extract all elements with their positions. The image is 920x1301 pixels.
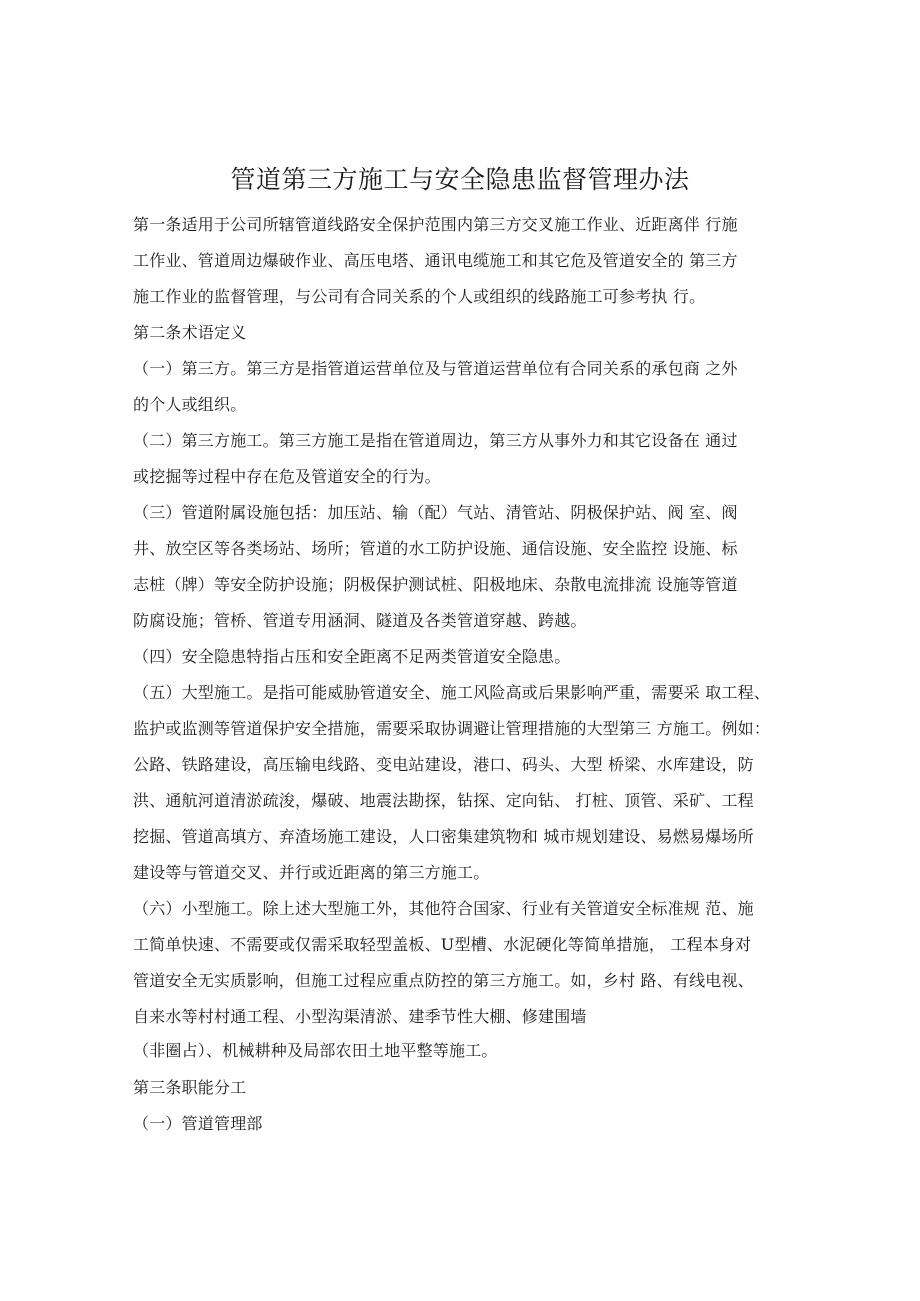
document-title: 管道第三方施工与安全隐患监督管理办法 [230,165,690,194]
definition-3-line-2: 井、放空区等各类场站、场所；管道的水工防护设施、通信设施、安全监控 设施、标 [133,539,738,558]
definition-5-line-5: 挖掘、管道高填方、弃渣场施工建设，人口密集建筑物和 城市规划建设、易燃易爆场所 [133,827,754,846]
definition-6-line-1: （六）小型施工。除上述大型施工外，其他符合国家、行业有关管道安全标准规 范、施 [133,899,754,918]
definition-2-line-1: （二）第三方施工。第三方施工是指在管道周边，第三方从事外力和其它设备在 通过 [133,431,738,450]
definition-4-line-1: （四）安全隐患特指占压和安全距离不足两类管道安全隐患。 [133,647,571,666]
definition-5-line-1: （五）大型施工。是指可能威胁管道安全、施工风险高或后果影响严重，需要采 取工程、 [133,683,771,702]
definition-5-line-2: 监护或监测等管道保护安全措施，需要采取协调避让管理措施的大型第三 方施工。例如： [133,719,771,738]
definition-3-line-3: 志桩（牌）等安全防护设施；阴极保护测试桩、阳极地床、杂散电流排流 设施等管道 [133,575,738,594]
article-3-heading: 第三条职能分工 [133,1078,247,1097]
definition-5-line-4: 洪、通航河道清淤疏浚，爆破、地震法勘探，钻探、定向钻、 打桩、顶管、采矿、工程 [133,791,754,810]
article-1-line-2: 工作业、管道周边爆破作业、高压电塔、通讯电缆施工和其它危及管道安全的 第三方 [133,251,738,270]
article-1-line-1: 第一条适用于公司所辖管道线路安全保护范围内第三方交叉施工作业、近距离伴 行施 [133,215,738,234]
definition-3-line-4: 防腐设施；管桥、管道专用涵洞、隧道及各类管道穿越、跨越。 [133,611,587,630]
definition-6-line-3: 管道安全无实质影响，但施工过程应重点防控的第三方施工。如，乡村 路、有线电视、 [133,971,754,990]
article-1-line-3: 施工作业的监督管理，与公司有合同关系的个人或组织的线路施工可参考执 行。 [133,287,706,306]
duty-1-heading: （一）管道管理部 [133,1114,263,1133]
definition-1-line-2: 的个人或组织。 [133,395,247,414]
definition-3-line-1: （三）管道附属设施包括：加压站、输（配）气站、清管站、阴极保护站、阀 室、阀 [133,503,738,522]
article-2-heading: 第二条术语定义 [133,323,247,342]
definition-1-line-1: （一）第三方。第三方是指管道运营单位及与管道运营单位有合同关系的承包商 之外 [133,359,738,378]
definition-6-line-2: 工简单快速、不需要或仅需采取轻型盖板、U型槽、水泥硬化等简单措施， 工程本身对 [133,935,752,954]
definition-2-line-2: 或挖掘等过程中存在危及管道安全的行为。 [133,467,441,486]
definition-5-line-6: 建设等与管道交叉、并行或近距离的第三方施工。 [133,863,490,882]
definition-5-line-3: 公路、铁路建设，高压输电线路、变电站建设，港口、码头、大型 桥梁、水库建设，防 [133,755,754,774]
definition-6-line-4: 自来水等村村通工程、小型沟渠清淤、建季节性大棚、修建围墙 [133,1007,587,1026]
definition-6-line-5: （非圈占）、机械耕种及局部农田土地平整等施工。 [133,1041,498,1060]
